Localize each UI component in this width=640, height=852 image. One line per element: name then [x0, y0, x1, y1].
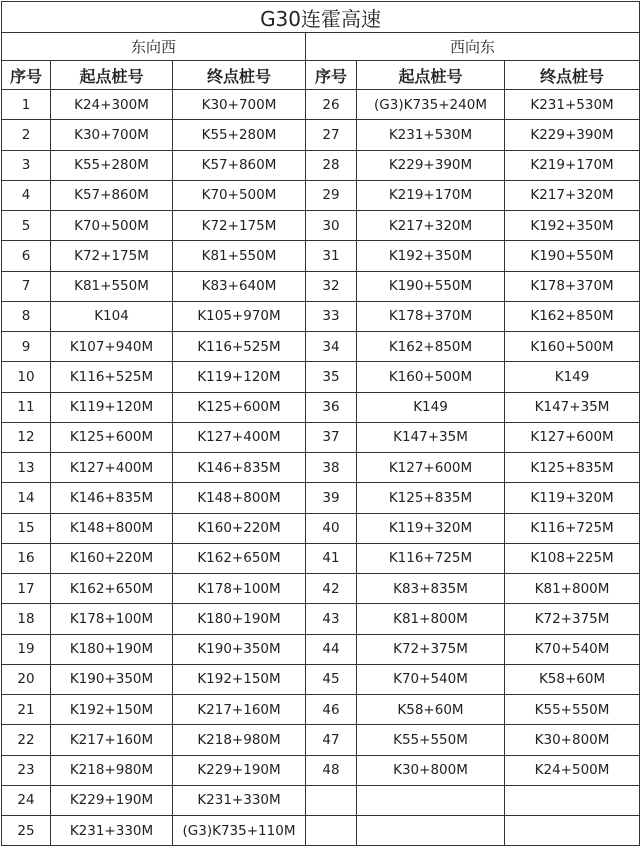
end-stake-cell: K72+375M [505, 604, 640, 634]
end-stake-cell: K147+35M [505, 392, 640, 422]
end-stake-cell: K119+320M [505, 483, 640, 513]
start-stake-cell: K217+320M [357, 211, 505, 241]
start-stake-cell: K81+800M [357, 604, 505, 634]
row-number-cell [306, 816, 357, 846]
row-number-cell: 16 [2, 543, 51, 573]
row-number-cell: 38 [306, 453, 357, 483]
start-stake-cell: K149 [357, 392, 505, 422]
end-stake-cell: K149 [505, 362, 640, 392]
start-stake-cell: K72+375M [357, 634, 505, 664]
row-number-cell: 3 [2, 150, 51, 180]
column-header-end: 终点桩号 [173, 61, 306, 90]
end-stake-cell: K116+525M [173, 332, 306, 362]
start-stake-cell: K70+500M [51, 211, 173, 241]
end-stake-cell: K127+400M [173, 422, 306, 452]
row-number-cell: 27 [306, 120, 357, 150]
row-number-cell: 47 [306, 725, 357, 755]
end-stake-cell: K217+320M [505, 180, 640, 210]
start-stake-cell: K104 [51, 301, 173, 331]
end-stake-cell: K148+800M [173, 483, 306, 513]
start-stake-cell: K162+650M [51, 574, 173, 604]
row-number-cell: 34 [306, 332, 357, 362]
start-stake-cell: K231+530M [357, 120, 505, 150]
table-row [2, 271, 640, 301]
row-number-cell: 21 [2, 695, 51, 725]
start-stake-cell: K229+190M [51, 785, 173, 815]
start-stake-cell: K217+160M [51, 725, 173, 755]
start-stake-cell: K192+150M [51, 695, 173, 725]
start-stake-cell: K180+190M [51, 634, 173, 664]
column-header-end: 终点桩号 [505, 61, 640, 90]
start-stake-cell: K178+100M [51, 604, 173, 634]
start-stake-cell: K192+350M [357, 241, 505, 271]
table-row [2, 211, 640, 241]
start-stake-cell: K107+940M [51, 332, 173, 362]
row-number-cell [306, 785, 357, 815]
table-title: G30连霍高速 [2, 2, 640, 33]
end-stake-cell: K119+120M [173, 362, 306, 392]
end-stake-cell: K70+500M [173, 180, 306, 210]
start-stake-cell: K146+835M [51, 483, 173, 513]
end-stake-cell: K108+225M [505, 543, 640, 573]
table-row [2, 816, 640, 846]
row-number-cell: 35 [306, 362, 357, 392]
table-row [2, 755, 640, 785]
end-stake-cell: K125+835M [505, 453, 640, 483]
start-stake-cell: K219+170M [357, 180, 505, 210]
end-stake-cell: K24+500M [505, 755, 640, 785]
end-stake-cell [505, 785, 640, 815]
highway-section-table [1, 1, 640, 846]
row-number-cell: 29 [306, 180, 357, 210]
table-row [2, 332, 640, 362]
start-stake-cell: K218+980M [51, 755, 173, 785]
table-row [2, 392, 640, 422]
start-stake-cell: K125+600M [51, 422, 173, 452]
row-number-cell: 44 [306, 634, 357, 664]
end-stake-cell: K192+350M [505, 211, 640, 241]
end-stake-cell: K217+160M [173, 695, 306, 725]
row-number-cell: 12 [2, 422, 51, 452]
end-stake-cell [505, 816, 640, 846]
end-stake-cell: K55+550M [505, 695, 640, 725]
row-number-cell: 24 [2, 785, 51, 815]
row-number-cell: 10 [2, 362, 51, 392]
end-stake-cell: K127+600M [505, 422, 640, 452]
row-number-cell: 15 [2, 513, 51, 543]
start-stake-cell: K119+320M [357, 513, 505, 543]
row-number-cell: 33 [306, 301, 357, 331]
end-stake-cell: K231+530M [505, 90, 640, 120]
end-stake-cell: K219+170M [505, 150, 640, 180]
row-number-cell: 43 [306, 604, 357, 634]
start-stake-cell: K231+330M [51, 816, 173, 846]
table-row [2, 180, 640, 210]
end-stake-cell: K30+800M [505, 725, 640, 755]
table-row [2, 362, 640, 392]
end-stake-cell: K146+835M [173, 453, 306, 483]
start-stake-cell: (G3)K735+240M [357, 90, 505, 120]
table-row [2, 483, 640, 513]
column-header-start: 起点桩号 [51, 61, 173, 90]
end-stake-cell: K116+725M [505, 513, 640, 543]
row-number-cell: 48 [306, 755, 357, 785]
start-stake-cell [357, 785, 505, 815]
table-row [2, 90, 640, 120]
start-stake-cell: K162+850M [357, 332, 505, 362]
end-stake-cell: K160+500M [505, 332, 640, 362]
column-header-start: 起点桩号 [357, 61, 505, 90]
start-stake-cell: K127+400M [51, 453, 173, 483]
row-number-cell: 8 [2, 301, 51, 331]
end-stake-cell: K58+60M [505, 664, 640, 694]
table-row [2, 120, 640, 150]
table-row [2, 725, 640, 755]
start-stake-cell: K190+350M [51, 664, 173, 694]
end-stake-cell: K57+860M [173, 150, 306, 180]
start-stake-cell: K160+220M [51, 543, 173, 573]
start-stake-cell: K116+725M [357, 543, 505, 573]
start-stake-cell: K147+35M [357, 422, 505, 452]
table-row [2, 785, 640, 815]
row-number-cell: 5 [2, 211, 51, 241]
row-number-cell: 6 [2, 241, 51, 271]
row-number-cell: 32 [306, 271, 357, 301]
end-stake-cell: K30+700M [173, 90, 306, 120]
start-stake-cell [357, 816, 505, 846]
end-stake-cell: K190+350M [173, 634, 306, 664]
start-stake-cell: K72+175M [51, 241, 173, 271]
end-stake-cell: K218+980M [173, 725, 306, 755]
start-stake-cell: K229+390M [357, 150, 505, 180]
end-stake-cell: (G3)K735+110M [173, 816, 306, 846]
end-stake-cell: K162+650M [173, 543, 306, 573]
row-number-cell: 13 [2, 453, 51, 483]
row-number-cell: 17 [2, 574, 51, 604]
start-stake-cell: K190+550M [357, 271, 505, 301]
start-stake-cell: K58+60M [357, 695, 505, 725]
row-number-cell: 46 [306, 695, 357, 725]
row-number-cell: 14 [2, 483, 51, 513]
table-row [2, 664, 640, 694]
start-stake-cell: K148+800M [51, 513, 173, 543]
start-stake-cell: K70+540M [357, 664, 505, 694]
end-stake-cell: K55+280M [173, 120, 306, 150]
row-number-cell: 18 [2, 604, 51, 634]
end-stake-cell: K160+220M [173, 513, 306, 543]
end-stake-cell: K180+190M [173, 604, 306, 634]
row-number-cell: 4 [2, 180, 51, 210]
row-number-cell: 20 [2, 664, 51, 694]
table-row [2, 301, 640, 331]
row-number-cell: 22 [2, 725, 51, 755]
row-number-cell: 30 [306, 211, 357, 241]
row-number-cell: 28 [306, 150, 357, 180]
end-stake-cell: K229+190M [173, 755, 306, 785]
end-stake-cell: K81+800M [505, 574, 640, 604]
table-row [2, 543, 640, 573]
row-number-cell: 45 [306, 664, 357, 694]
start-stake-cell: K57+860M [51, 180, 173, 210]
start-stake-cell: K119+120M [51, 392, 173, 422]
table-row [2, 634, 640, 664]
row-number-cell: 9 [2, 332, 51, 362]
table-row [2, 453, 640, 483]
table-row [2, 241, 640, 271]
end-stake-cell: K81+550M [173, 241, 306, 271]
end-stake-cell: K70+540M [505, 634, 640, 664]
end-stake-cell: K192+150M [173, 664, 306, 694]
row-number-cell: 19 [2, 634, 51, 664]
table-row [2, 574, 640, 604]
row-number-cell: 31 [306, 241, 357, 271]
row-number-cell: 11 [2, 392, 51, 422]
row-number-cell: 41 [306, 543, 357, 573]
table-row [2, 604, 640, 634]
table-row [2, 422, 640, 452]
table-row [2, 695, 640, 725]
start-stake-cell: K30+800M [357, 755, 505, 785]
start-stake-cell: K55+550M [357, 725, 505, 755]
start-stake-cell: K30+700M [51, 120, 173, 150]
start-stake-cell: K116+525M [51, 362, 173, 392]
row-number-cell: 25 [2, 816, 51, 846]
end-stake-cell: K72+175M [173, 211, 306, 241]
start-stake-cell: K83+835M [357, 574, 505, 604]
row-number-cell: 42 [306, 574, 357, 604]
start-stake-cell: K178+370M [357, 301, 505, 331]
row-number-cell: 40 [306, 513, 357, 543]
start-stake-cell: K81+550M [51, 271, 173, 301]
column-header-seq: 序号 [2, 61, 51, 90]
end-stake-cell: K125+600M [173, 392, 306, 422]
end-stake-cell: K83+640M [173, 271, 306, 301]
row-number-cell: 23 [2, 755, 51, 785]
row-number-cell: 39 [306, 483, 357, 513]
direction-header-east-to-west: 东向西 [2, 33, 306, 61]
start-stake-cell: K125+835M [357, 483, 505, 513]
row-number-cell: 26 [306, 90, 357, 120]
end-stake-cell: K178+370M [505, 271, 640, 301]
end-stake-cell: K162+850M [505, 301, 640, 331]
row-number-cell: 36 [306, 392, 357, 422]
row-number-cell: 7 [2, 271, 51, 301]
row-number-cell: 1 [2, 90, 51, 120]
end-stake-cell: K231+330M [173, 785, 306, 815]
end-stake-cell: K229+390M [505, 120, 640, 150]
end-stake-cell: K178+100M [173, 574, 306, 604]
row-number-cell: 37 [306, 422, 357, 452]
start-stake-cell: K160+500M [357, 362, 505, 392]
row-number-cell: 2 [2, 120, 51, 150]
table-row [2, 150, 640, 180]
column-header-seq: 序号 [306, 61, 357, 90]
direction-header-west-to-east: 西向东 [306, 33, 640, 61]
end-stake-cell: K190+550M [505, 241, 640, 271]
end-stake-cell: K105+970M [173, 301, 306, 331]
start-stake-cell: K127+600M [357, 453, 505, 483]
start-stake-cell: K24+300M [51, 90, 173, 120]
start-stake-cell: K55+280M [51, 150, 173, 180]
table-row [2, 513, 640, 543]
